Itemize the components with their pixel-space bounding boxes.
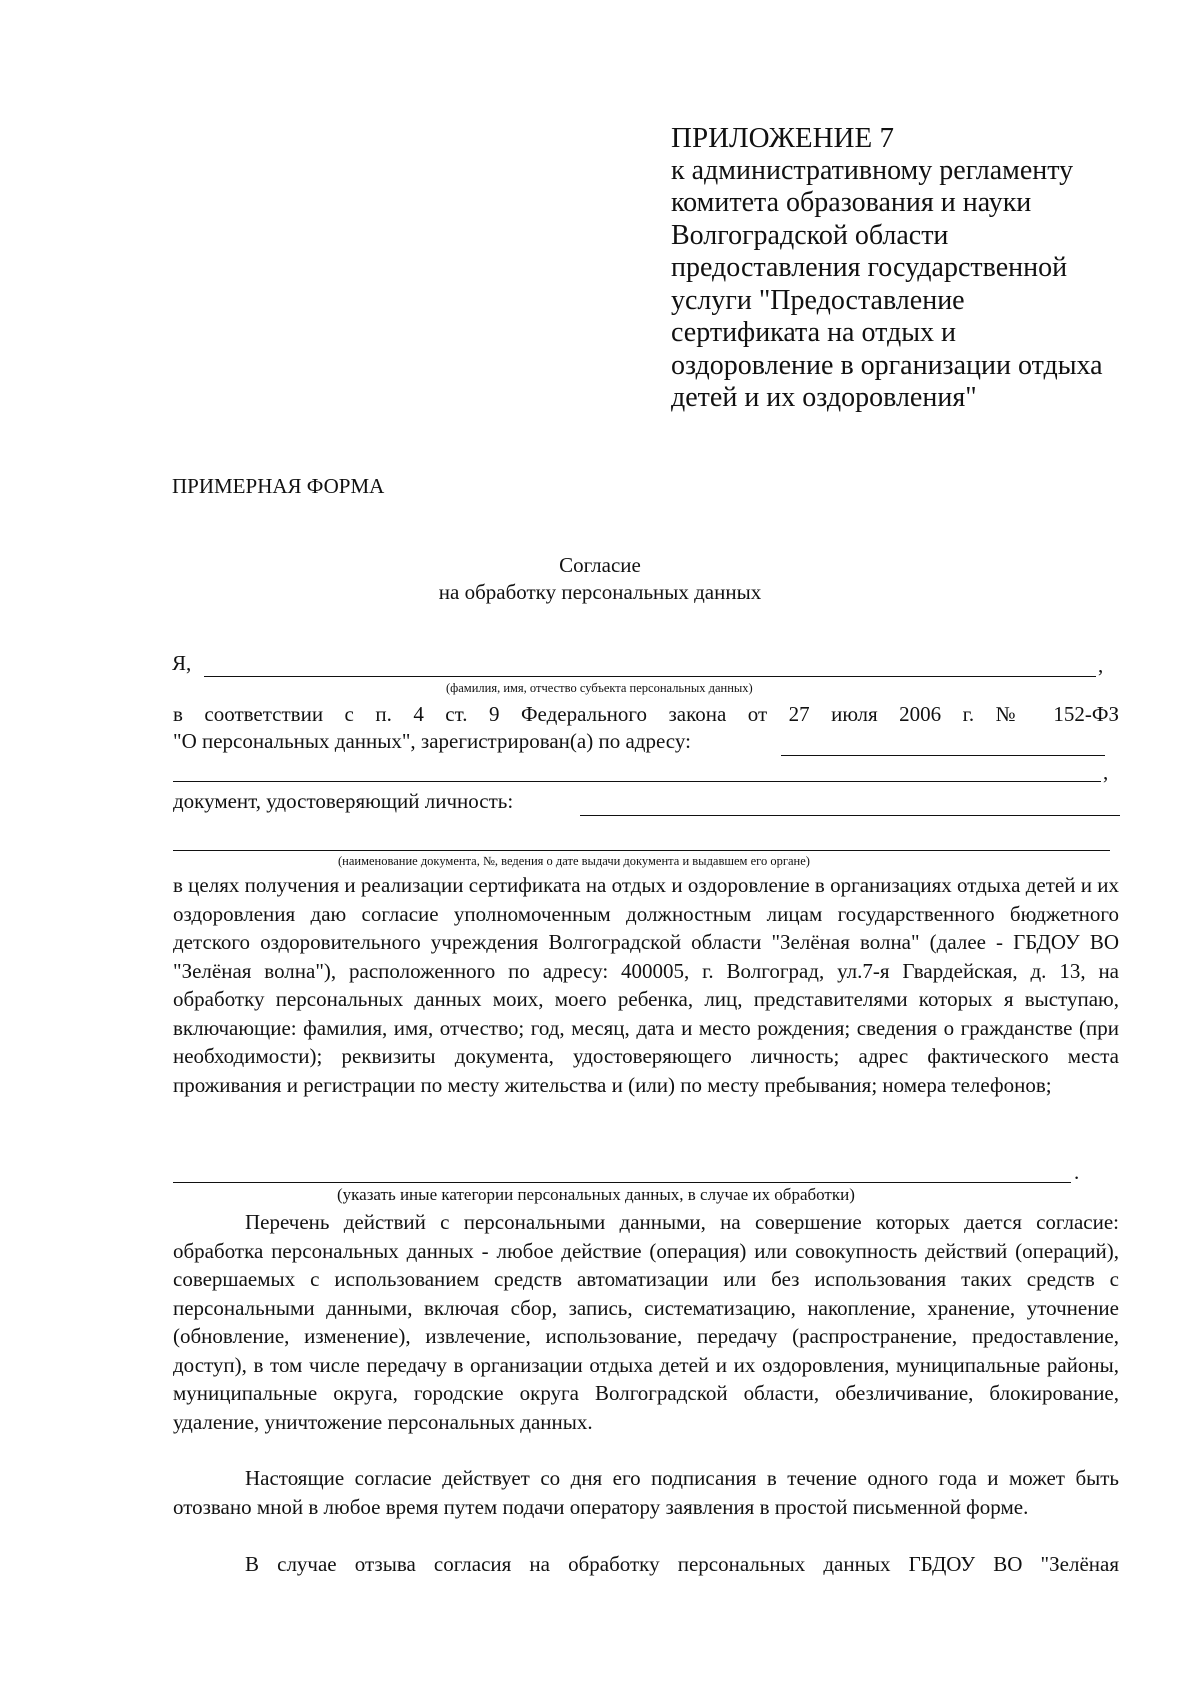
validity-text: Настоящие согласие действует со дня его подписания в течение одного года и может быть отозвано мной в любое время путем подачи оператору заявления в простой письменной форме. [173,1466,1119,1519]
annex-title: ПРИЛОЖЕНИЕ 7 [671,122,894,154]
annex-line: сертификата на отдых и [671,317,957,348]
law-line1: в соответствии с п. 4 ст. 9 Федерального закона от 27 июля 2006 г. № 152-ФЗ [173,702,1119,726]
annex-line: оздоровление в организации отдыха [671,349,1103,381]
id-doc-fill-line-2[interactable] [173,850,1110,851]
actions-paragraph [173,1208,1119,1436]
actions-text: Перечень действий с персональными данными, на совершение которых дается согласие: обработка персональных данных - любое действие (операция) или совокупность действий (операций), совершаемых с использованием средств автоматизации или без использования таких средств с персональными данными, включая сбор, запись, систематизацию, накопление, хранение, уточнение (обновление, изменение), извлечение, использование, передачу (распространение, предоставление, доступ), в том числе передачу в организации отдыха детей и их оздоровления, муниципальные районы, муниципальные округа, городские округа Волгоградской области, обезличивание, блокирование, удаление, уничтожение персональных данных. [173,1210,1119,1434]
comma-after-name: , [1098,653,1104,677]
caption-other: (указать иные категории персональных данных, в случае их обработки) [337,1185,855,1204]
annex-header [671,122,1141,415]
revoke-text: В случае отзыва согласия на обработку персональных данных ГБДОУ ВО "Зелёная [245,1552,1119,1576]
annex-line: детей и их оздоровления" [671,382,977,413]
name-fill-line[interactable] [204,676,1096,677]
purpose-text: в целях получения и реализации сертификата на отдых и оздоровление в организациях отдыха детей и их оздоровления даю согласие уполномоченным должностным лицам государственного бюджетного детского оздоровительного учреждения Волгоградской области "Зелёная волна" (далее - ГБДОУ ВО "Зелёная волна"), расположенного по адресу: 400005, г. Волгоград, ул.7-я Гвардейская, д. 13, на обработку персональных данных моих, моего ребенка, лиц, представителями которых я выступаю, включающие: фамилия, имя, отчество; год, месяц, дата и место рождения; сведения о гражданстве (при необходимости); реквизиты документа, удостоверяющего личность; адрес фактического места проживания и регистрации по месту жительства и (или) по месту пребывания; номера телефонов; [173,873,1119,1097]
caption-fio: (фамилия, имя, отчество субъекта персональных данных) [446,681,753,695]
annex-line: услуги "Предоставление [671,284,965,316]
address-fill-line-2[interactable] [173,781,1101,782]
revoke-paragraph [173,1550,1119,1579]
i-label: Я, [172,651,192,675]
validity-paragraph [173,1464,1119,1521]
other-categories-fill-line[interactable] [173,1182,1071,1183]
caption-doc: (наименование документа, №, ведения о дате выдачи документа и выдавшем его органе) [338,854,810,868]
period-after-other: . [1074,1160,1080,1184]
annex-line: к административному регламенту [671,154,1074,186]
address-fill-line[interactable] [781,755,1105,756]
annex-line: комитета образования и науки [671,187,1032,218]
id-doc-label: документ, удостоверяющий личность: [173,789,514,813]
comma-after-address: , [1103,760,1109,784]
consent-title-line1: Согласие [559,553,641,577]
purpose-paragraph [173,871,1119,1099]
law-line2: "О персональных данных", зарегистрирован(а) по адресу: [173,729,691,753]
annex-line: Волгоградской области [671,219,949,251]
consent-title [0,552,1200,606]
annex-line: предоставления государственной [671,252,1068,283]
sample-form-label: ПРИМЕРНАЯ ФОРМА [172,474,385,498]
id-doc-fill-line[interactable] [580,815,1120,816]
consent-title-line2: на обработку персональных данных [438,580,762,604]
